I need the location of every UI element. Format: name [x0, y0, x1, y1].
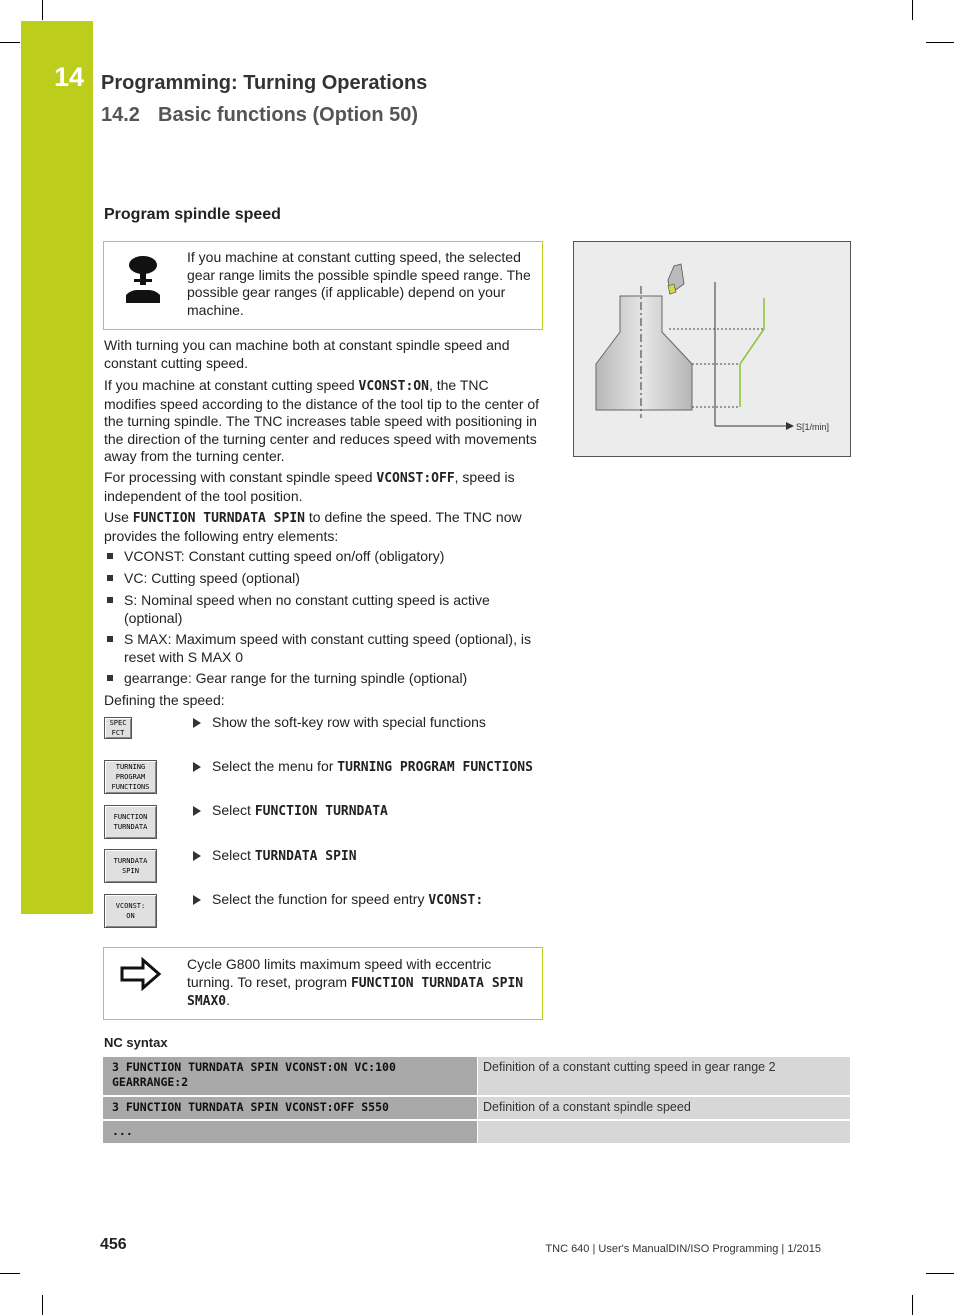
note-text-plain: Cycle G800 limits maximum speed with eccentric turning. To reset, program: [187, 956, 492, 990]
paragraph-text: For processing with constant spindle speed: [104, 469, 377, 485]
nc-code-cell: ...: [103, 1121, 477, 1143]
code-term: TURNING PROGRAM FUNCTIONS: [337, 760, 533, 775]
defining-label: Defining the speed:: [104, 692, 225, 708]
crop-mark: [912, 0, 913, 20]
list-item-text: S MAX: Maximum speed with constant cutting speed (optional), is reset with S MAX 0: [124, 631, 531, 665]
paragraph-text: , speed is independent of the tool position.: [104, 469, 515, 504]
step-text-plain: Show the soft-key row with special functions: [212, 714, 486, 730]
spindle-speed-diagram: [574, 242, 850, 456]
crop-mark: [0, 42, 20, 43]
note-left-border: [103, 242, 104, 329]
paragraph-turndata-spin: [104, 509, 544, 545]
step-arrow-icon: [193, 762, 201, 772]
code-term: VCONST:OFF: [376, 471, 455, 486]
bullet-marker: [107, 675, 113, 681]
bullet-marker: [107, 636, 113, 642]
step-arrow-icon: [193, 718, 201, 728]
footer-text: TNC 640 | User's ManualDIN/ISO Programming | 1/2015: [545, 1243, 821, 1255]
code-term: FUNCTION TURNDATA SPIN: [132, 511, 305, 526]
nc-desc-cell: Definition of a constant spindle speed: [478, 1097, 850, 1119]
note-bottom-border: [103, 329, 185, 330]
code-term: VCONST:ON: [358, 379, 429, 394]
step-text-plain: Select the function for speed entry: [212, 891, 429, 907]
step-text: [212, 891, 542, 910]
page-number: 456: [100, 1236, 127, 1253]
code-term: TURNDATA SPIN: [254, 849, 357, 864]
machine-dependent-icon: [123, 253, 163, 305]
softkey-turndata-spin[interactable]: TURNDATA SPIN: [104, 849, 157, 883]
nc-desc-cell: [478, 1121, 850, 1143]
axis-label: S[1/min]: [796, 422, 830, 432]
note-bottom-border: [103, 1019, 185, 1020]
table-row: [103, 1097, 850, 1119]
softkey-function-turndata[interactable]: FUNCTION TURNDATA: [104, 805, 157, 839]
step-text: [212, 758, 542, 777]
step-arrow-icon: [193, 895, 201, 905]
paragraph-text: to define the speed. The TNC now provides the following entry elements:: [104, 509, 522, 544]
step-text: [212, 714, 542, 732]
code-term: VCONST:: [428, 893, 484, 908]
section-number: 14.2: [101, 104, 140, 126]
crop-mark: [912, 1295, 913, 1315]
crop-mark: [42, 1295, 43, 1315]
paragraph-vconst-on: [104, 377, 544, 466]
softkey-turning-program-functions[interactable]: TURNING PROGRAM FUNCTIONS: [104, 760, 157, 794]
nc-code-cell: 3 FUNCTION TURNDATA SPIN VCONST:OFF S550: [103, 1097, 477, 1119]
list-item-text: gearrange: Gear range for the turning spindle (optional): [124, 670, 468, 686]
crop-mark: [0, 1273, 20, 1274]
step-text-plain: Select the menu for: [212, 758, 338, 774]
bullet-marker: [107, 575, 113, 581]
step-text: [212, 847, 542, 866]
chapter-title: Programming: Turning Operations: [101, 72, 428, 94]
bullet-marker: [107, 597, 113, 603]
note-left-border: [103, 948, 104, 1019]
nc-syntax-table: [103, 1057, 850, 1145]
chapter-sidebar: [21, 21, 93, 914]
paragraph-text: If you machine at constant cutting speed: [104, 377, 359, 393]
page-heading: Program spindle speed: [104, 206, 281, 223]
paragraph-intro: With turning you can machine both at constant spindle speed and constant cutting speed.: [104, 337, 510, 371]
crop-mark: [42, 0, 43, 20]
note-text-plain: .: [226, 992, 231, 1008]
bullet-marker: [107, 553, 113, 559]
section-name: Basic functions (Option 50): [158, 104, 419, 126]
paragraph-vconst-off: [104, 469, 544, 505]
chapter-number: 14: [54, 62, 85, 92]
section-title: [101, 104, 418, 127]
machine-note-text: If you machine at constant cutting speed, the selected gear range limits the possible spindle speed range. The possible gear ranges (if applicable) depend on your machine.: [187, 249, 531, 318]
code-term: FUNCTION TURNDATA: [254, 804, 388, 819]
list-item-text: S: Nominal speed when no constant cutting speed is active (optional): [124, 592, 490, 626]
info-note-text: [187, 956, 527, 1011]
nc-syntax-title: NC syntax: [104, 1035, 168, 1050]
nc-desc-cell: Definition of a constant cutting speed in gear range 2: [478, 1057, 850, 1095]
crop-mark: [926, 42, 954, 43]
code-term: FUNCTION TURNDATA SPIN SMAX0: [187, 975, 524, 1009]
step-arrow-icon: [193, 851, 201, 861]
crop-mark: [926, 1273, 954, 1274]
step-arrow-icon: [193, 806, 201, 816]
step-text-plain: Select: [212, 802, 255, 818]
paragraph-text: , the TNC modifies speed according to the distance of the tool tip to the center of the turning spindle. The TNC increases table speed with positioning in the direction of the turning center and reduces speed with movements away from the turning center.: [104, 377, 540, 464]
table-row: [103, 1121, 850, 1143]
step-text-plain: Select: [212, 847, 255, 863]
paragraph-text: Use: [104, 509, 133, 525]
nc-code-cell: 3 FUNCTION TURNDATA SPIN VCONST:ON VC:100 GEARRANGE:2: [103, 1057, 477, 1095]
turning-figure: [573, 241, 851, 457]
softkey-vconst-on[interactable]: VCONST: ON: [104, 894, 157, 928]
softkey-spec-fct[interactable]: SPEC FCT: [104, 717, 132, 739]
step-text: [212, 802, 542, 821]
list-item-text: VCONST: Constant cutting speed on/off (obligatory): [124, 548, 445, 564]
table-row: [103, 1057, 850, 1095]
list-item-text: VC: Cutting speed (optional): [124, 570, 300, 586]
arrow-right-icon: [119, 956, 163, 992]
